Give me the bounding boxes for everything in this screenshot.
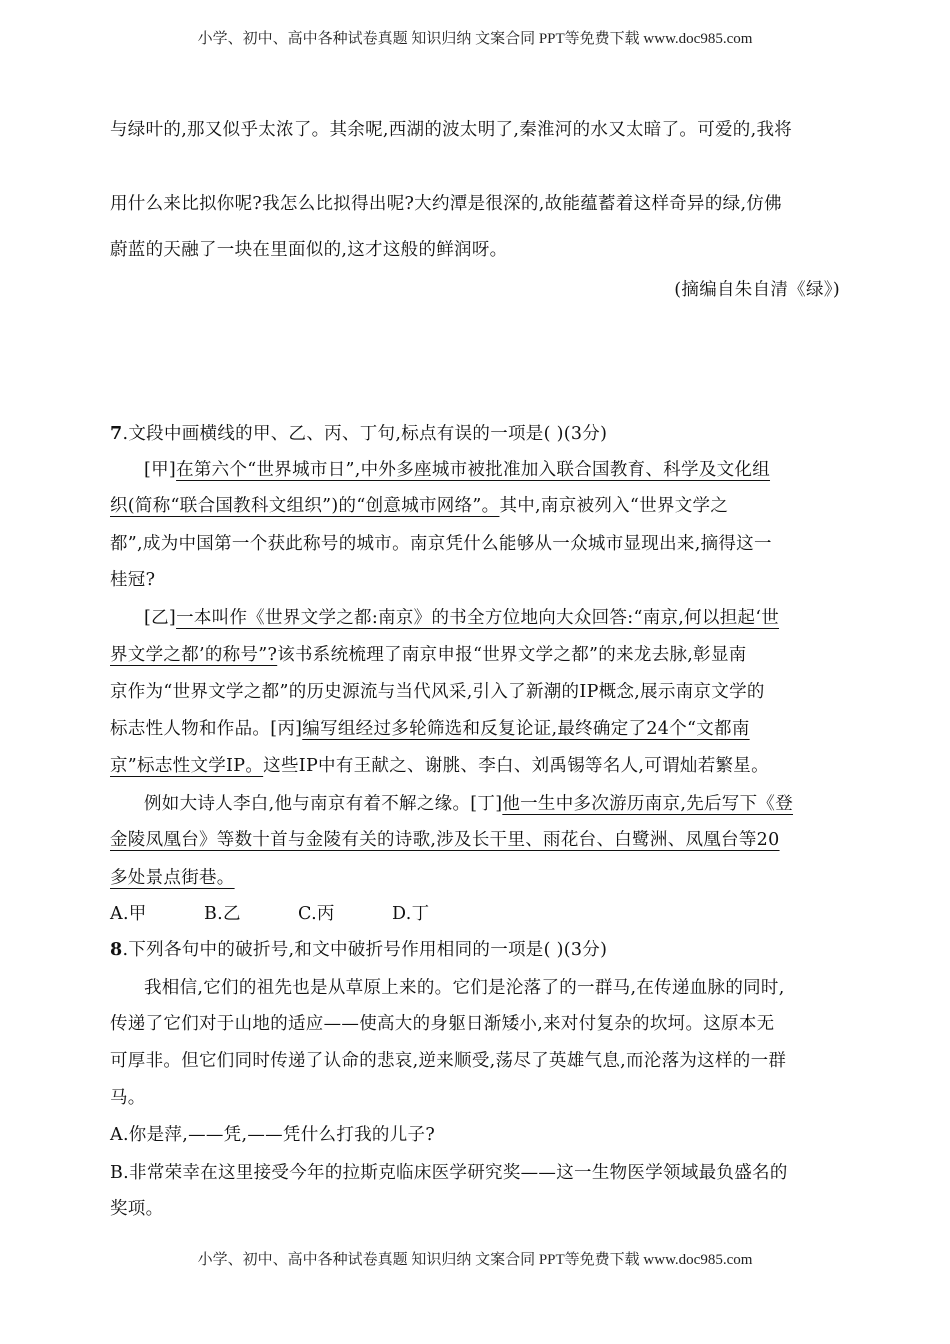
- q7-para1-line3: 都”,成为中国第一个获此称号的城市。南京凭什么能够从一众城市显现出来,摘得这一: [110, 534, 772, 554]
- underlined-sentence: 一本叫作《世界文学之都:南京》的书全方位地向大众回答:“南京,何以担起‘世: [176, 608, 780, 628]
- question-text: .下列各句中的破折号,和文中破折号作用相同的一项是( )(3分): [122, 940, 608, 960]
- q8-quote-line1: 我相信,它们的祖先也是从草原上来的。它们是沦落了的一群马,在传递血脉的同时,: [144, 978, 785, 998]
- q7-para3-line3: [110, 860, 840, 896]
- text-segment: 该书系统梳理了南京申报“世界文学之都”的来龙去脉,彰显南: [277, 645, 747, 665]
- underlined-sentence: 金陵凤凰台》等数十首与金陵有关的诗歌,涉及长干里、雨花台、白鹭洲、凤凰台等20: [110, 830, 780, 850]
- q8-option-a[interactable]: A.你是萍,——凭,——凭什么打我的儿子?: [110, 1125, 436, 1145]
- sentence-label: [甲]: [144, 460, 177, 480]
- question-8-stem: [110, 932, 840, 968]
- q7-para1-line2: [110, 488, 840, 524]
- q7-para2-line3: 京作为“世界文学之都”的历史源流与当代风采,引入了新潮的IP概念,展示南京文学的: [110, 682, 765, 702]
- text-segment: 用什么来比拟你: [110, 194, 235, 214]
- q7-para3-line1: [110, 786, 840, 822]
- page-footer: 小学、初中、高中各种试卷真题 知识归纳 文案合同 PPT等免费下载 www.doc985.com: [197, 1252, 753, 1268]
- q8-quote-line2: 传递了它们对于山地的适应——使高大的身躯日渐矮小,来对付复杂的坎坷。这原本无: [110, 1014, 775, 1034]
- text-segment: ?我怎么比拟得出呢?大约潭是很深的,故能蕴蓄着这样奇异的绿,仿佛: [252, 194, 782, 214]
- question-7-stem: [110, 416, 840, 452]
- q8-quote-line4: 马。: [110, 1088, 146, 1108]
- option-a[interactable]: A.甲: [110, 904, 147, 924]
- text-segment: 与绿叶的,那又似乎太浓了。其余: [110, 120, 366, 140]
- passage-line: [110, 112, 840, 148]
- q7-para2-line1: [110, 600, 840, 636]
- underlined-sentence: 他一生中多次游历南京,先后写下《登: [502, 794, 793, 814]
- option-b[interactable]: B.乙: [204, 904, 241, 924]
- q8-quote-line3: 可厚非。但它们同时传递了认命的悲哀,逆来顺受,荡尽了英雄气息,而沦落为这样的一群: [110, 1051, 787, 1071]
- q7-para2-line4: [110, 711, 840, 747]
- underlined-sentence: 多处景点街巷。: [110, 868, 235, 888]
- dotted-char: 呢: [234, 194, 253, 214]
- q7-para3-line2: [110, 822, 840, 858]
- text-segment: 标志性人物和作品。: [110, 719, 271, 739]
- sentence-label: [乙]: [144, 608, 177, 628]
- page-header: 小学、初中、高中各种试卷真题 知识归纳 文案合同 PPT等免费下载 www.doc985.com: [197, 31, 753, 47]
- text-segment: ,西湖的波太明了,秦淮河的水又太暗了。可爱的,我将: [382, 120, 793, 140]
- text-segment: 其中,南京被列入“世界文学之: [499, 496, 729, 516]
- text-segment: 这些IP中有王献之、谢朓、李白、刘禹锡等名人,可谓灿若繁星。: [263, 756, 769, 776]
- underlined-sentence: 在第六个“世界城市日”,中外多座城市被批准加入联合国教育、科学及文化组: [176, 460, 771, 480]
- dotted-char: 呢: [365, 120, 383, 140]
- underlined-sentence: 京”标志性文学IP。: [110, 756, 264, 776]
- underlined-sentence: 界文学之都’的称号”?: [110, 645, 278, 665]
- q8-option-b-line2: 奖项。: [110, 1199, 164, 1219]
- q7-para1-line1: [110, 452, 840, 488]
- q7-para1-line4: 桂冠?: [110, 570, 156, 590]
- question-number: 8: [110, 940, 123, 960]
- passage-line: 蔚蓝的天融了一块在里面似的,这才这般的鲜润呀。: [110, 240, 508, 260]
- question-text: .文段中画横线的甲、乙、丙、丁句,标点有误的一项是( )(3分): [122, 424, 608, 444]
- q7-para2-line2: [110, 637, 840, 673]
- text-segment: 例如大诗人李白,他与南京有着不解之缘。: [144, 794, 471, 814]
- option-c[interactable]: C.丙: [298, 904, 335, 924]
- q8-option-b-line1[interactable]: B.非常荣幸在这里接受今年的拉斯克临床医学研究奖——这一生物医学领域最负盛名的: [110, 1163, 788, 1183]
- underlined-sentence: 织(简称“联合国教科文组织”)的“创意城市网络”。: [110, 496, 500, 516]
- passage-line: [110, 186, 840, 222]
- sentence-label: [丙]: [270, 719, 303, 739]
- question-number: 7: [110, 424, 123, 444]
- passage-source: (摘编自朱自清《绿》): [674, 280, 840, 300]
- q7-options: [110, 896, 840, 932]
- underlined-sentence: 编写组经过多轮筛选和反复论证,最终确定了24个“文都南: [302, 719, 750, 739]
- option-d[interactable]: D.丁: [392, 904, 430, 924]
- q7-para2-line5: [110, 748, 840, 784]
- sentence-label: [丁]: [470, 794, 503, 814]
